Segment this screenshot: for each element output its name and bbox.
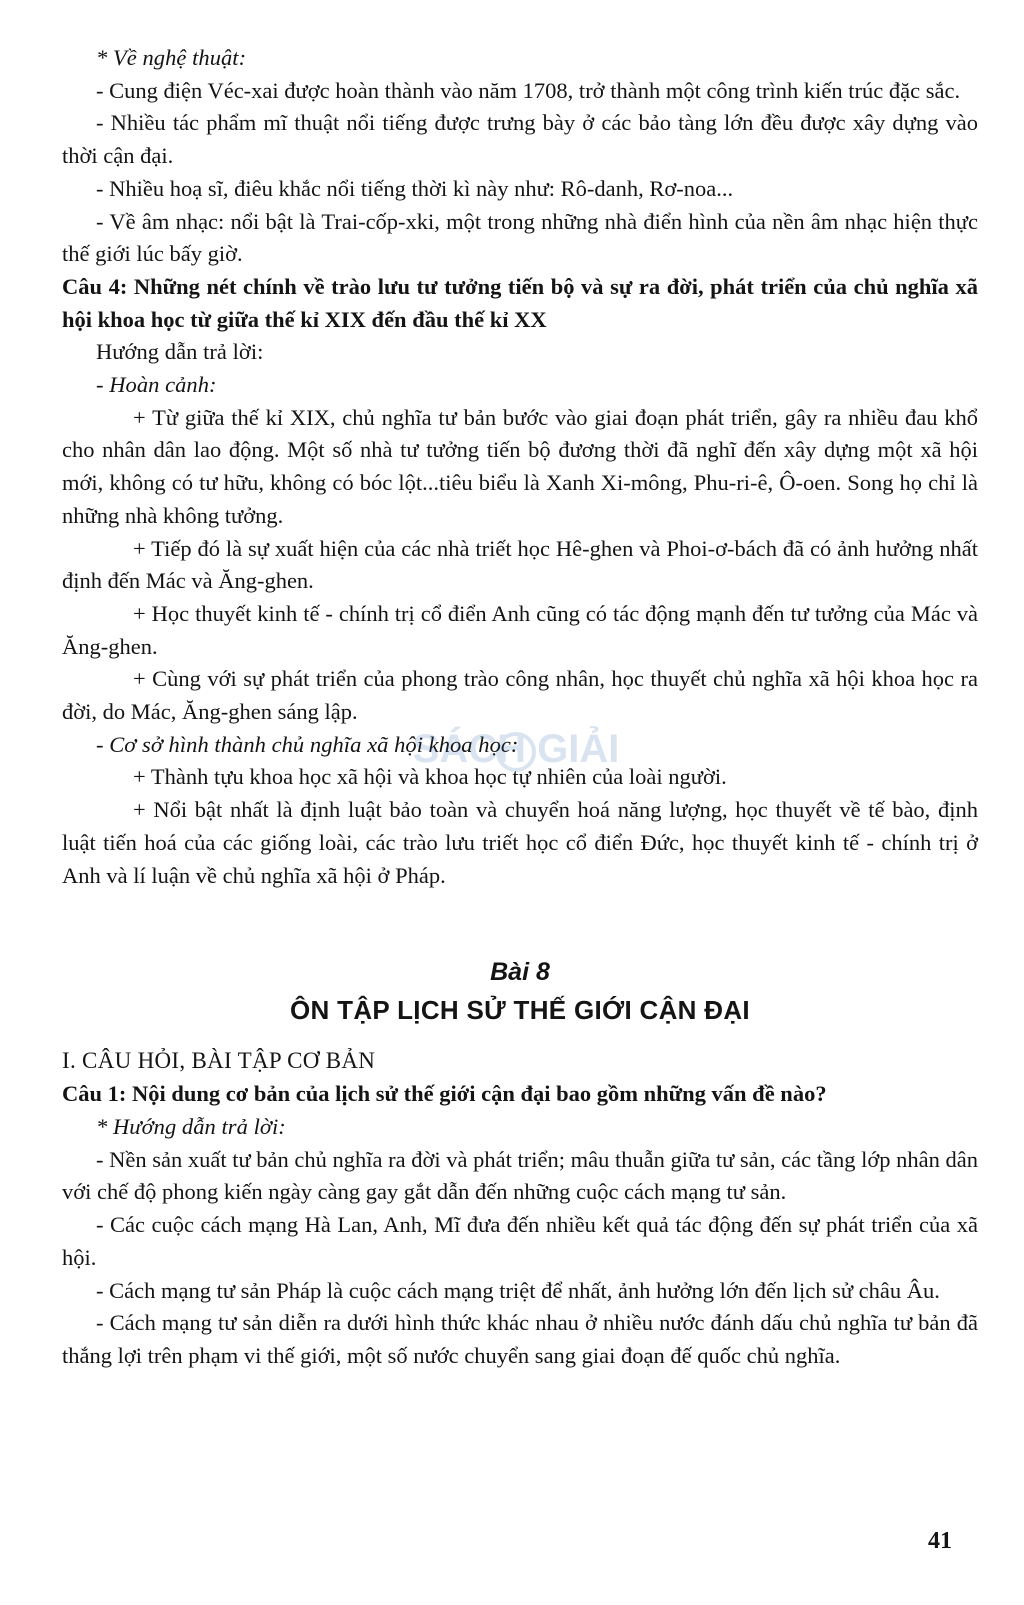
section-spacer bbox=[62, 892, 978, 950]
question-1: Câu 1: Nội dung cơ bản của lịch sử thế giới cận đại bao gồm những vấn đề nào? bbox=[62, 1081, 827, 1107]
basis-paragraph-1: + Thành tựu khoa học xã hội và khoa học tự nhiên của loài người. bbox=[133, 764, 727, 790]
art-paragraph-3: - Nhiều hoạ sĩ, điêu khắc nổi tiếng thời kì này như: Rô-danh, Rơ-noa... bbox=[96, 175, 734, 201]
answer-paragraph-2: - Các cuộc cách mạng Hà Lan, Anh, Mĩ đưa đến nhiều kết quả tác động đến sự phát triển của xã hội. bbox=[62, 1212, 978, 1270]
art-paragraph-4: - Về âm nhạc: nổi bật là Trai-cốp-xki, một trong những nhà điển hình của nền âm nhạc hiện thực thế giới lúc bấy giờ. bbox=[62, 208, 978, 267]
answer-paragraph-3: - Cách mạng tư sản Pháp là cuộc cách mạng triệt để nhất, ảnh hưởng lớn đến lịch sử châu Âu. bbox=[96, 1277, 940, 1303]
lesson-title: ÔN TẬP LỊCH SỬ THẾ GIỚI CẬN ĐẠI bbox=[290, 995, 750, 1026]
document-page bbox=[62, 42, 978, 1373]
context-paragraph-2: + Tiếp đó là sự xuất hiện của các nhà triết học Hê-ghen và Phoi-ơ-bách đã có ảnh hưởng nhất định đến Mác và Ăng-ghen. bbox=[62, 535, 978, 594]
context-paragraph-3: + Học thuyết kinh tế - chính trị cổ điển Anh cũng có tác động mạnh đến tư tưởng của Mác và Ăng-ghen. bbox=[62, 600, 978, 659]
watermark-text: SÁCH GIẢI bbox=[412, 727, 620, 771]
art-paragraph-1: - Cung điện Véc-xai được hoàn thành vào năm 1708, trở thành một công trình kiến trúc đặc sắc. bbox=[96, 77, 961, 103]
answer-paragraph-4: - Cách mạng tư sản diễn ra dưới hình thức khác nhau ở nhiều nước đánh dấu chủ nghĩa tư bản đã thắng lợi trên phạm vi thế giới, một số nước chuyển sang giai đoạn đế quốc chủ nghĩa. bbox=[62, 1310, 978, 1368]
art-heading: * Về nghệ thuật: bbox=[96, 45, 247, 70]
lesson-number: Bài 8 bbox=[490, 958, 550, 987]
art-paragraph-2: - Nhiều tác phẩm mĩ thuật nổi tiếng được trưng bày ở các bảo tàng lớn đều được xây dựng vào thời cận đại. bbox=[62, 110, 978, 169]
context-paragraph-1: + Từ giữa thế kỉ XIX, chủ nghĩa tư bản bước vào giai đoạn phát triển, gây ra nhiều đau khổ cho nhân dân lao động. Một số nhà tư tưởng tiến bộ đương thời đã nghĩ đến xây dựng một xã hội mới, không có tư hữu, không có bóc lột...tiêu biểu là Xanh Xi-mông, Phu-ri-ê, Ô-oen. Song họ chỉ là những nhà không tưởng. bbox=[62, 404, 978, 528]
basis-heading: - Cơ sở hình thành chủ nghĩa xã hội khoa học: bbox=[96, 731, 519, 757]
basis-paragraph-2: + Nổi bật nhất là định luật bảo toàn và chuyển hoá năng lượng, học thuyết về tế bào, định luật tiến hoá của các giống loài, các trào lưu triết học cổ điển Đức, học thuyết kinh tế - chính trị ở Anh và lí luận về chủ nghĩa xã hội ở Pháp. bbox=[62, 797, 978, 888]
context-paragraph-4: + Cùng với sự phát triển của phong trào công nhân, học thuyết chủ nghĩa xã hội khoa học ra đời, do Mác, Ăng-ghen sáng lập. bbox=[62, 666, 978, 725]
section-title: I. CÂU HỎI, BÀI TẬP CƠ BẢN bbox=[62, 1048, 376, 1074]
answer-paragraph-1: - Nền sản xuất tư bản chủ nghĩa ra đời và phát triển; mâu thuẫn giữa tư sản, các tầng lớp nhân dân với chế độ phong kiến ngày càng gay gắt dẫn đến những cuộc cách mạng tư sản. bbox=[62, 1146, 978, 1205]
question-4: Câu 4: Những nét chính về trào lưu tư tưởng tiến bộ và sự ra đời, phát triển của chủ nghĩa xã hội khoa học từ giữa thế kỉ XIX đến đầu thế kỉ XX bbox=[62, 273, 978, 332]
question-1-guide: * Hướng dẫn trả lời: bbox=[96, 1113, 286, 1139]
question-4-guide: Hướng dẫn trả lời: bbox=[96, 339, 264, 365]
page-number: 41 bbox=[928, 1528, 952, 1554]
context-heading: - Hoàn cảnh: bbox=[96, 372, 217, 398]
